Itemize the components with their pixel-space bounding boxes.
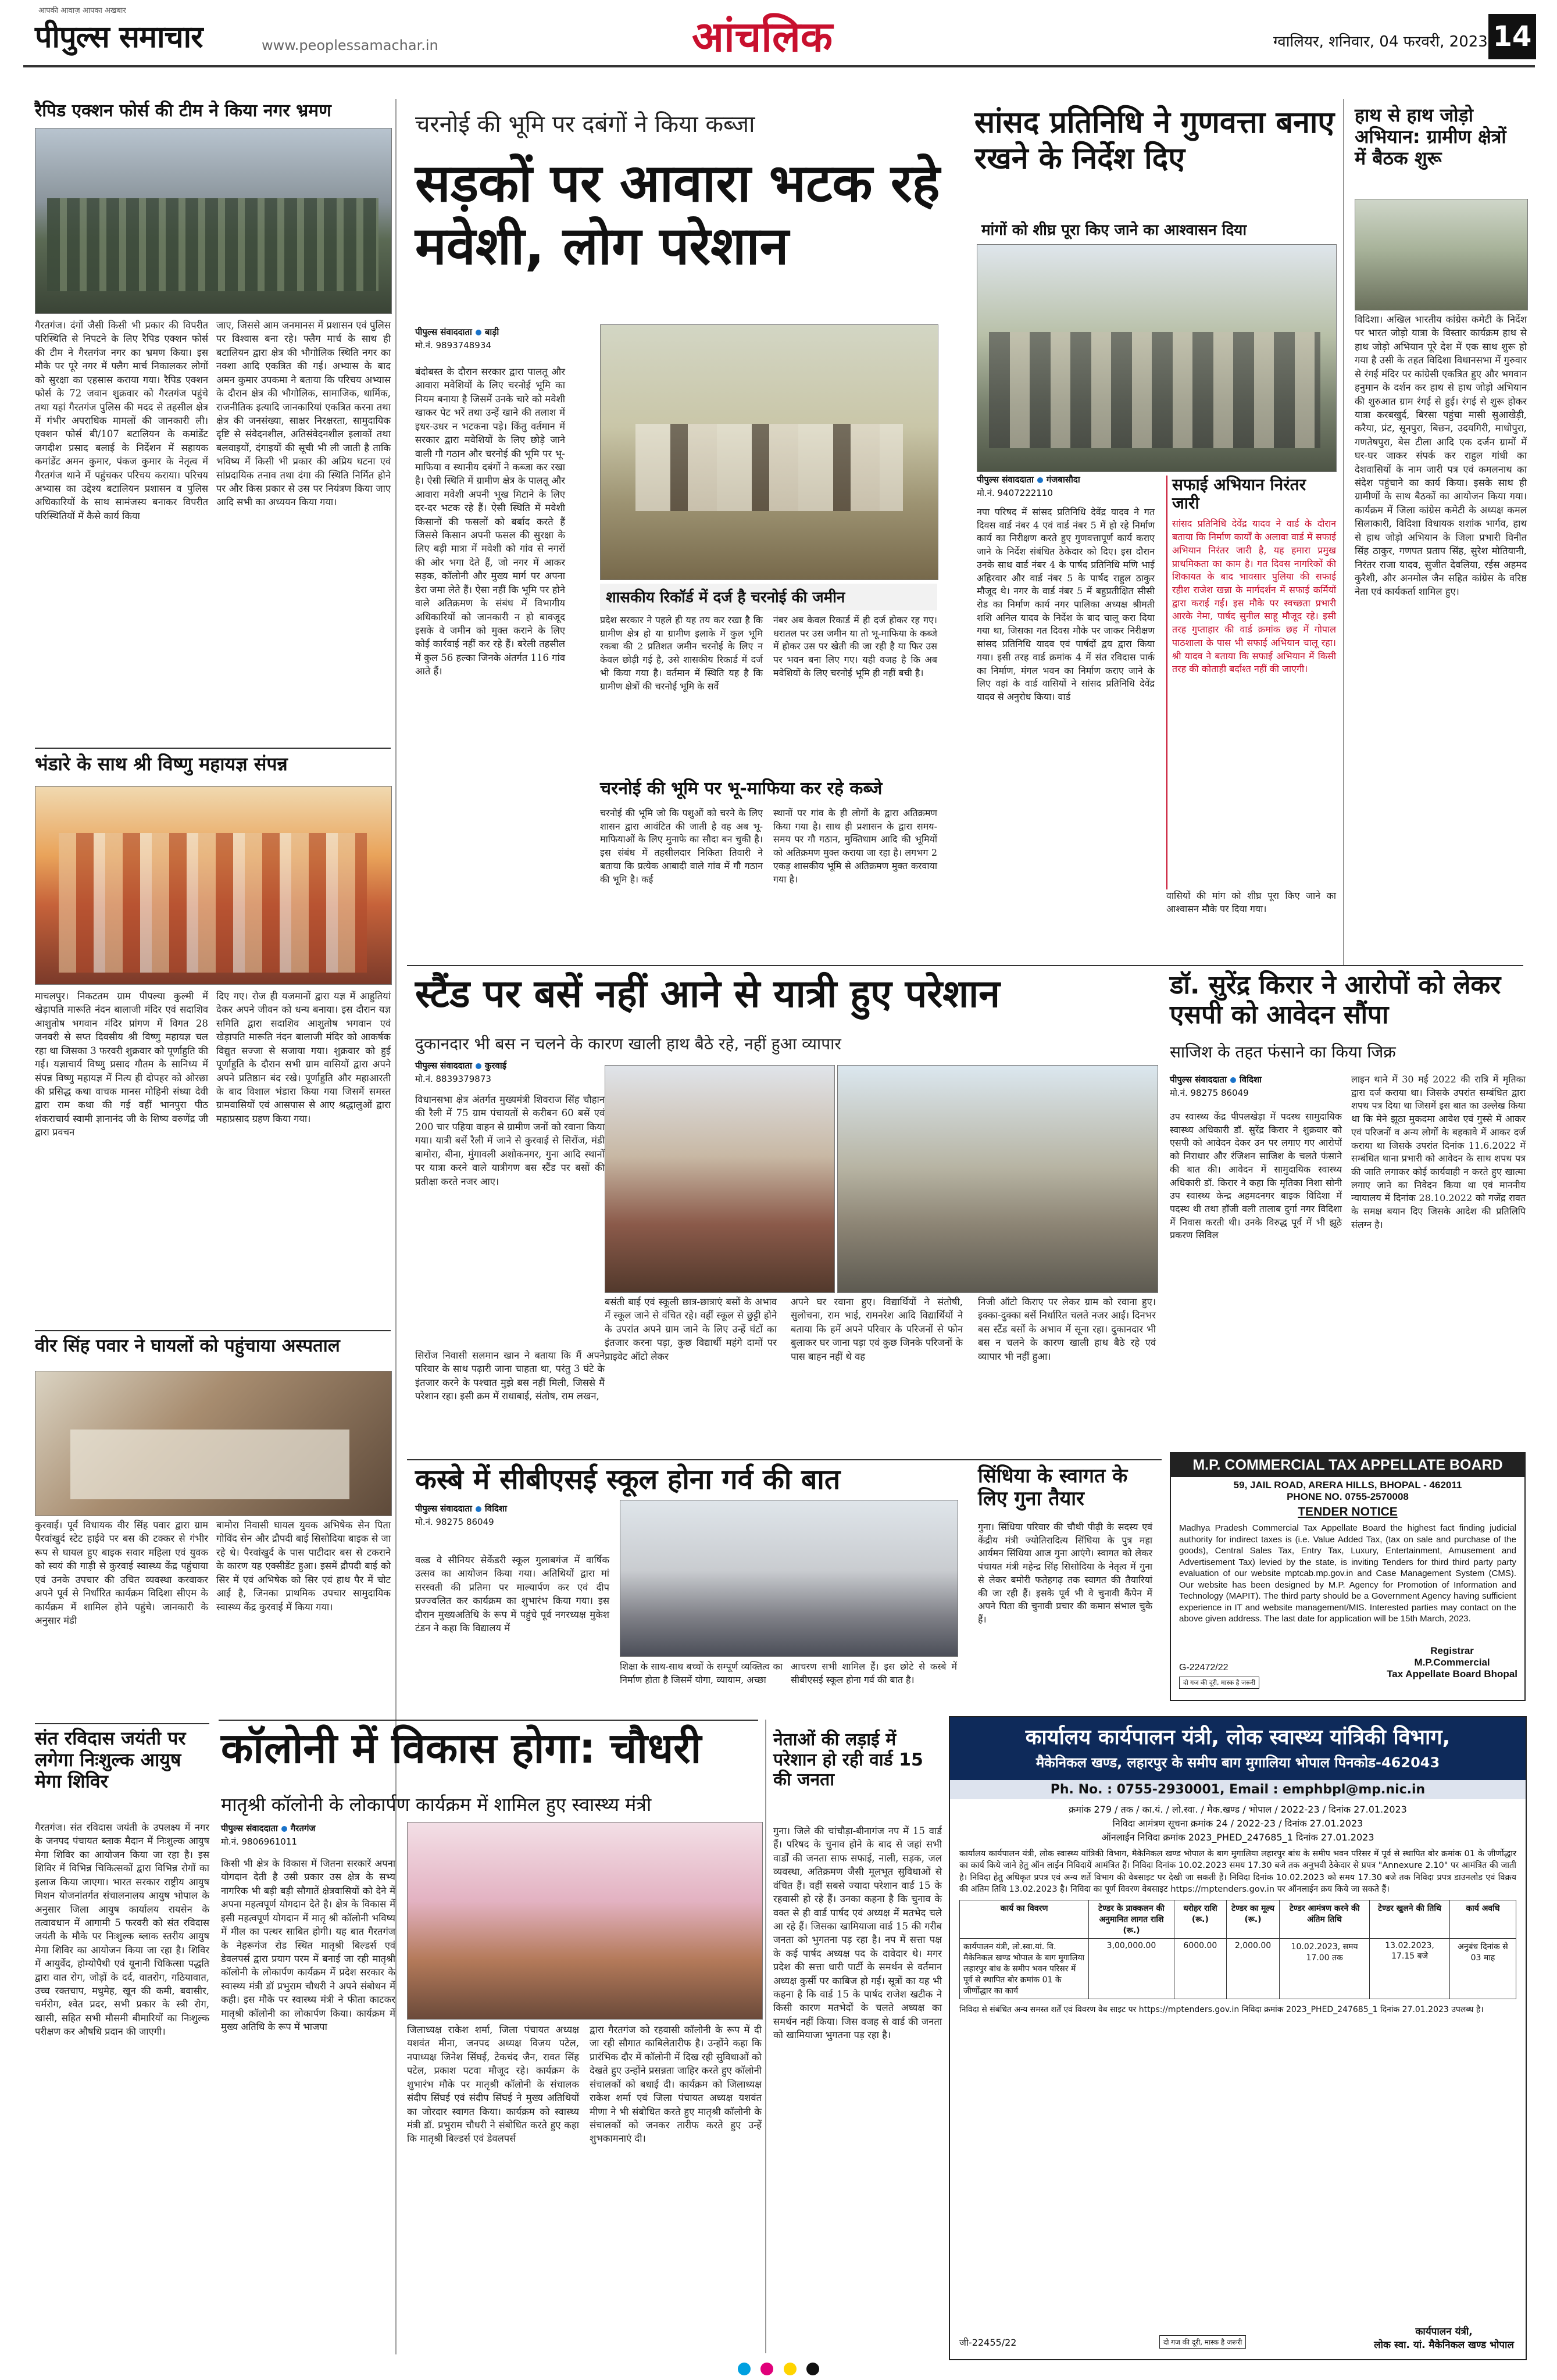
rapid-force-photo: [35, 128, 392, 314]
byline-dot-icon: [281, 1826, 287, 1832]
stand-byline: पीपुल्स संवाददाता कुरवाई मो.नं. 8839379873: [415, 1060, 507, 1084]
table-header-cell: टेण्डर का मूल्य (रू.): [1227, 1900, 1280, 1939]
sansad-byline: पीपुल्स संवाददाता गंजबासौदा मो.नं. 9407222110: [977, 474, 1080, 498]
tender-address: 59, JAIL ROAD, ARERA HILLS, BHOPAL - 462011: [1233, 1480, 1462, 1491]
cattle-body-2: प्रदेश सरकार ने पहले ही यह तय कर रखा है कि ग्रामीण क्षेत्र हो या ग्रामीण इलाके में कुल भूमि रकबा की 2 प्रतिशत जमीन चरनोई के लिए न केवल छोड़ी गई है, उसे शासकीय रिकार्ड में दर्ज भी किया गया है। वर्तमान में स्थिति यह है कि ग्रामीण क्षेत्रों की चरनोई भूमि के सर्वे: [600, 614, 763, 692]
column-divider: [395, 99, 397, 2354]
table-cell: 13.02.2023, 17.15 बजे: [1370, 1939, 1450, 1999]
ravidas-body: गैरतगंज। संत रविदास जयंती के उपलक्ष्य में नगर के जनपद पंचायत ब्लाक मैदान में निःशुल्क आयुष मेगा शिविर का आयोजन किया जा रहा है। इस शिविर में विभिन्न चिकित्सकों द्वारा विभिन्न रोगों का इलाज किया जाएगा। भारत सरकार राष्ट्रीय आयुष मिशन योजनांतर्गत संचालनालय आयुष भोपाल के अनुसार जिला आयुष कार्यालय रायसेन के तत्वावधान में आगामी 5 फरवरी को संत रविदास जयंती के मौके पर निःशुल्क ब्लाक स्तरीय आयुष मेगा शिविर का आयोजन किया जा रहा है। शिविर में आयुर्वेद, होम्योपैथी एवं यूनानी चिकित्सा पद्धति द्वारा वात रोग, जोड़ों के दर्द, वातरोग, गठियावात, उच्च रक्तचाप, मधुमेह, खून की कमी, बवासीर, चर्मरोग, श्वेत प्रदर, सभी प्रकार के स्त्री रोग, खासी, सहित सभी मौसमी बीमारियों का निःशुल्क परीक्षण कर औषधि प्रदान की जाएगी।: [35, 1822, 209, 2038]
phed-tender-ad: [949, 1716, 1527, 2360]
rapid-headline: रैपिड एक्शन फोर्स की टीम ने किया नगर भ्रमण: [35, 101, 331, 121]
cattle-body-4: चरनोई की भूमि जो कि पशुओं को चरने के लिए शासन द्वारा आवंटित की जाती है वह अब भू-माफियाओं के लिए मुनाफे का सौदा बन चुकी है। इस संबंध में तहसीलदार निकिता तिवारी ने बताया कि प्रत्येक आबादी वाले गांव में गौ गठान की भूमि है। कई: [600, 807, 763, 885]
tender-ref: G-22472/22: [1179, 1663, 1229, 1673]
cbse-byline: पीपुल्स संवाददाता विदिशा मो.नं. 98275 86049: [415, 1503, 508, 1527]
colony-byline: पीपुल्स संवाददाता गैरतगंज मो.नं. 9806961011: [221, 1823, 316, 1847]
column-divider: [765, 1720, 766, 2353]
colony-body-1: किसी भी क्षेत्र के विकास में जितना सरकारें अपना योगदान देती है उसी प्रकार उस क्षेत्र के सभ्य नागरिक भी बड़ी बड़ी सौगातें क्षेत्रवासियों को देने में अपना महत्वपूर्ण योगदान देते है। क्षेत्र के विकास में इसी महत्वपूर्ण योगदान में मातृ श्री कॉलोनी भविष्य में मील का पत्थर साबित होगी। यह बात गैरतगंज के नेहरूगंज रोड स्थित मातृश्री बिल्डर्स एवं डेवलपर्स द्वारा प्रयाग परम में बनाई जा रही मातृश्री कॉलोनी के लोकार्पण कार्यक्रम में प्रदेश सरकार के स्वास्थ्य मंत्री डॉ प्रभुराम चौधरी ने अपने संबोधन में कही। इस मौके पर स्वास्थ्य मंत्री ने फीता काटकर मातृश्री कॉलोनी का लोकार्पण किया। कार्यक्रम में मुख्य अतिथि के रूप में भाजपा: [221, 1858, 395, 2033]
colony-body-3: द्वारा गैरतगंज को रहवासी कॉलोनी के रूप में दी जा रही सौगात काबिलेतारीफ है। उन्होंने कहा कि प्रारंभिक दौर में कॉलोनी में दिख रही सुविधाओं को देखते हुए उन्होंने प्रसन्नता जाहिर करते हुए कॉलोनी संचालकों को बधाई दी। कार्यक्रम को जिलाध्यक्ष राकेश शर्मा एवं जिला पंचायत अध्यक्ष यशवंत मीणा ने भी संबोधित करते हुए मातृश्री कॉलोनी के संचालकों को जनकर तारीफ करते हुए उन्हें शुभकामनाएं दी।: [590, 2024, 762, 2145]
cattle-body-3: नंबर अब केवल रिकार्ड में ही दर्ज होकर रह गए। धरातल पर उस जमीन या तो भू-माफिया के कब्जे में होकर उस पर खेती की जा रही है या फिर उस पर भवन बना लिए गए। यही वजह है कि अब मवेशियों के लिए चरनोई भूमि ही नहीं बची है।: [773, 614, 937, 678]
safai-box-title: सफाई अभियान निरंतर जारी: [1172, 475, 1306, 513]
phed-ad-footer: निविदा से संबंधित अन्य समस्त शर्तें एवं विवरण वेब साइट पर https://mptenders.gov.in निविदा क्रमांक 2023_PHED_247685_1 दिनांक 27.01.2023 उपलब्ध है।: [959, 2005, 1484, 2015]
rapid-body-col1: गैरतगंज। दंगों जैसी किसी भी प्रकार की विपरीत परिस्थिति से निपटने के लिए रैपिड एक्शन फोर्स की टीम ने गैरतगंज नगर का भ्रमण किया। इस मौके पर पूरे नगर में फ्लैग मार्च निकालकर लोगों को सुरक्षा का एहसास कराया गया। रैपिड एक्शन फोर्स के 72 जवान शुक्रवार को गैरतगंज पहुंचे तथा यहां गैरतगंज पुलिस की मदद से तहसील क्षेत्र में गंभीर अपराधिक मामलों की जानकारी ली। एक्शन फोर्स बी/107 बटालियन के कमांडेंट जगदीश प्रसाद बलाई के निर्देशन में सहायक कमांडेंट अमन कुमार, पंकज कुमार के नेतृत्व में गैरतगंज थाने में पहुंचकर परिचय कराया। परिचय अभ्यास का उद्देश्य बटालियन प्रशासन व पुलिस अधिकारियों के साथ सामंजस्य बनाकर विपरीत परिस्थितियों में कैसे कार्य किया: [35, 320, 208, 521]
tender-notice-ad: [1170, 1452, 1526, 1701]
stand-body-4: अपने घर रवाना हुए। विद्यार्थियों ने संतोषी, सुलोचना, राम भाई, रामनरेश आदि विद्यार्थियों ने बताया कि हमें अपने परिवार के परिजनों से फोन बुलाकर घर जाना पड़ा एवं कुछ जिनके परिजनों के पास बाहन नहीं थे वह: [791, 1296, 963, 1362]
phed-ad-notice-2: ऑनलाईन निविदा क्रमांक 2023_PHED_247685_1 दिनांक 27.01.2023: [1101, 1832, 1374, 1843]
registration-mark-icon: [784, 2363, 797, 2375]
sansad-body-1: नपा परिषद में सांसद प्रतिनिधि देवेंद्र यादव ने गत दिवस वार्ड नंबर 4 एवं वार्ड नंबर 5 में हो रहे निर्माण कार्य का निरीक्षण करते हुए गुणवत्तापूर्ण कार्य कराए जाने के निर्देश संबंधित ठेकेदार को दिए। इस दौरान उनके साथ वार्ड नंबर 4 के पार्षद प्रतिनिधि मणि भाई अहिरवार और वार्ड नंबर 5 के पार्षद राहुल ठाकुर मौजूद थे। नगर के वार्ड नंबर 5 में बहुप्रतीक्षित सीसी रोड का निर्माण कार्य नगर पालिका अध्यक्ष श्रीमती शशि अनिल यादव के निर्देश के बाद चालू करा दिया गया था, जिसका गत दिवस मौके पर जाकर निरीक्षण सांसद प्रतिनिधि यादव एवं पार्षदों द्वय द्वारा किया गया। इसी तरह वार्ड क्रमांक 4 में संत रविदास पार्क का निर्माण, मंगल भवन का निर्माण कराए जाने के लिए वहां के वार्ड वासियों ने सांसद प्रतिनिधि देवेंद्र यादव से अनुरोध किया। वार्ड: [977, 506, 1155, 703]
section-rule: [35, 1330, 391, 1331]
cattle-body-5: स्थानों पर गांव के ही लोगों के द्वारा अतिक्रमण किया गया है। साथ ही प्रशासन के द्वारा समय-समय पर गौ गठान, मुक्तिधाम आदि की भूमियों को अतिक्रमण मुक्त कराया जा रहा है। लगभग 2 एकड़ शासकीय भूमि से अतिक्रमण मुक्त करवाया गया है।: [773, 807, 937, 885]
phed-ad-table-header: [960, 1900, 1516, 1939]
netaon-body: गुना। जिले की चांचौड़ा-बीनागंज नप में 15 वार्ड हैं। परिषद के चुनाव होने के बाद से जहां सभी वार्डों की जनता साफ सफाई, नाली, सड़क, जल व्यवस्था, अतिक्रमण जैसी मूलभूत सुविधाओं से वंचित हैं। वहीं सबसे ज्यादा परेशान वार्ड 15 के रहवासी हो रहे हैं। उनका कहना है कि चुनाव के वक्त से ही वार्ड पार्षद एवं अध्यक्ष में मतभेद चले आ रहे हैं। जिसका खामियाजा वार्ड 15 की गरीब जनता को भुगतना पड़ रहा है। नप में सत्ता पक्ष के कई पार्षद अध्यक्ष पद के दावेदार थे। मगर प्रदेश की सत्ता धारी पार्टी के समर्थन से वर्तमान अध्यक्ष कुर्सी पर काबिज हो गई। सूत्रों का यह भी कहना है कि वार्ड 15 के पार्षद राजेश खटीक ने किसी कारण मतभेदों के चलते अध्यक्ष का समर्थन नहीं किया। जिस वजह से वार्ड की जनता को खामियाजा भुगतना पड़ रहा है।: [773, 1825, 942, 2041]
cbse-body-1: वल्र्ड वे सीनियर सेकेंडरी स्कूल गुलाबगंज में वार्षिक उत्सव का आयोजन किया गया। अतिथियों द्वारा मां सरस्वती की प्रतिमा पर माल्यार्पण कर एवं दीप प्रज्ज्वलित कर कार्यक्रम का शुभारंभ किया गया। इस दौरान मुख्यअतिथि के रूप में पहुंचे पूर्व नगरध्यक्ष मुकेश टंडन ने कहा कि विद्यालय में: [415, 1554, 609, 1634]
phed-ad-signature: कार्यपालन यंत्री, लोक स्वा. यां. मैकेनिकल खण्ड भोपाल: [1374, 2326, 1514, 2351]
scindia-body: गुना। सिंधिया परिवार की चौथी पीढ़ी के सदस्य एवं केंद्रीय मंत्री ज्योतिरादित्य सिंधिया के पुत्र महा आर्यमन सिंधिया आज गुना आएंगे। स्वागत को लेकर पंचायत मंत्री महेन्द्र सिंह सिसोदिया के नेतृत्व में गुना से लेकर बमोरी फतेहगढ़ तक स्वागत की तैयारियां की जा रही हैं। इसके पूर्व भी वे चुनावी कैंपेन में अपने पिता की चुनावी प्रचार की कमान संभाल चुके हैं।: [978, 1521, 1152, 1625]
registration-mark-icon: [760, 2363, 773, 2375]
veer-body-col1: कुरवाई। पूर्व विधायक वीर सिंह पवार द्वारा ग्राम पैरवांखुर्द स्टेट हाईवे पर बस की टक्कर से गंभीर रूप से घायल हुए बाइक सवार महिला एवं युवक को स्वयं की गाड़ी से कुरवाई स्वास्थ्य केंद्र पहुंचाया एवं उनके उपचार की उचित व्यवस्था करवाकर अपने पूर्व से निर्धारित कार्यक्रम विदिशा सीएम के कार्यक्रम में शामिल होने पहुंचे। जानकारी के अनुसार मंडी: [35, 1520, 208, 1626]
safai-box-body: सांसद प्रतिनिधि देवेंद्र यादव ने वार्ड के दौरान बताया कि निर्माण कार्यों के अलावा वार्ड में सफाई अभियान निरंतर जारी है, यह हमारा प्रमुख प्राथमिकता का काम है। गत दिवस नागरिकों की शिकायत के बाद भावसार पुलिया की सफाई रहीश राजेश खन्ना के मार्गदर्शन में सफाई कर्मियों द्वारा कराई गई। इस मौके पर स्वच्छता प्रभारी आरके नेमा, पार्षद सुनील साहू मौजूद रहे। इसी तरह गुप्ताहार की वार्ड क्रमांक छह में गोपाल पाठशाला के पास भी सफाई अभियान चालू रहा। श्री यादव ने बताया कि सफाई अभियान में किसी तरह की कोताही बर्दाश्त नहीं की जाएगी।: [1172, 518, 1336, 675]
section-rule: [35, 748, 391, 749]
cattle-body-1: बंदोबस्त के दौरान सरकार द्वारा पालतू और आवारा मवेशियों के लिए चरनोई भूमि का नियम बनाया है जिसमें उनके चारे को मवेशी खाकर पेट भरें तथा उन्हें खाने की तलाश में इधर-उधर न भटकना पड़े। किंतु वर्तमान में सरकार द्वारा मवेशियों के लिए छोड़े जाने वाली गौ गठान और चरनोई की भूमि पर भू-माफिया व स्थानीय दबंगों ने कब्जा कर रखा है। ऐसी स्थिति में ग्रामीण क्षेत्र के पालतू और आवारा मवेशी अपनी भूख मिटाने के लिए दर-दर भटक रहे हैं। ऐसी स्थिति में मवेशी किसानों की फसलों को बर्बाद करते हैं जिससे किसान अपनी फसल की सुरक्षा के लिए बड़ी मात्रा में मवेशी को गांव से नगरों की ओर भगा देते हैं, जो नगर में आकर सड़क, कॉलोनी और मुख्य मार्ग पर अपना डेरा जमा लेते हैं। ऐसा नहीं कि भूमि पर होने वाले अतिक्रमण के संबंध में विभागीय अधिकारियों को जानकारी न हो बावजूद इसके वे जमीन को मुक्त कराने के लिए कोई कार्रवाई नहीं कर रहे हैं। बरेली तहसील में कुल 56 हल्का जिनके अंतर्गत 116 गांव आते हैं।: [415, 366, 565, 677]
byline-dot-icon: [1230, 1077, 1236, 1083]
phed-ad-contact[interactable]: Ph. No. : 0755-2930001, Email : emphbpl@mp.nic.in: [950, 1780, 1526, 1799]
haath-body: विदिशा। अखिल भारतीय कांग्रेस कमेटी के निर्देश पर भारत जोड़ो यात्रा के विस्तार कार्यक्रम हाथ से हाथ जोड़ो अभियान पूरे देश में एक साथ शुरू हो गया है उसी के तहत विदिशा विधानसभा में गुरुवार से रंगई मंदिर पर कांग्रेसी एकत्रित हुए और भगवान हनुमान के दर्शन कर हाथ से हाथ जोड़ो अभियान की शुरुआत ग्राम रंगई से हुई। रंगई से शुरू होकर यात्रा करबखुर्द, बिरसा पहुंचा मासी सुआखेड़ी, करैया, प्रंट, सूनपुरा, बिछन, उदयगिरी, माधोपुरा, गणतेषपुरा, बेस टीला आदि एक दर्जन ग्रामों में घर-घर जाकर संपर्क कर राहुल गांधी का देशवासियों के नाम जारी पत्र एवं कमलनाथ का संदेश पहुंचाने का कार्य किया। इसके साथ ही ग्रामीणों के साथ बैठकों का आयोजन किया गया। कार्यक्रम में जिला कांग्रेस कमेटी के अध्यक्ष कमल सिलाकारी, विदिशा विधायक शशांक भार्गव, हाथ से हाथ जोड़ो अभियान के जिला प्रभारी विनीत सिंह ठाकुर, गणपत प्रताप सिंह, सुरेश मोतियानी, निरंतर राजा यादव, सुजीत देवलिया, रईस अहमद कुरैशी, और अनमोल जैन सहित कांग्रेस के वरिष्ठ नेता एवं कार्यकर्ता शामिल हुए।: [1355, 314, 1527, 598]
logo-tagline: आपकी आवाज़ आपका अखबार: [38, 6, 126, 15]
tender-signature: Registrar M.P.Commercial Tax Appellate Board Bhopal: [1387, 1645, 1517, 1679]
sansad-subhead: मांगों को शीघ्र पूरा किए जाने का आश्वासन दिया: [981, 221, 1247, 239]
print-registration-marks: [0, 2363, 1557, 2380]
phed-ad-notice-1: निविदा आमंत्रण सूचना क्रमांक 24 / 2022-23 / दिनांक 27.01.2023: [1112, 1818, 1363, 1829]
kirar-body-2: लाइन थाने में 30 मई 2022 की रात्रि में मृतिका द्वारा दर्ज कराया था। जिसके उपरांत सम्बंधित द्वारा शपथ पत्र दिया था जिसमें इस बात का उल्लेख किया था कि मेने झूठा मुकदमा आवेश एवं गुस्से में आकर एवं परिजनों व अन्य लोगों के बहकावे में आकर दर्ज कराया था जिसके उपरांत दिनांक 11.6.2022 में सम्बंधित थाना प्रभारी को आवेदन के साथ शपथ पत्र की जाति लगाकर कोई कार्यवाही न करते हुए खात्मा लगाए जाने का निवेदन किया था एवं माननीय न्यायालय में दिनांक 28.10.2022 को गजेंद्र रावत के समक्ष बयान दिए जिसके आदेश की प्रतिलिपि संलग्न है।: [1351, 1074, 1526, 1230]
section-rule: [219, 1720, 758, 1721]
cattle-byline: पीपुल्स संवाददाता बाड़ी मो.नं. 9893748934: [415, 327, 499, 351]
scindia-headline: सिंधिया के स्वागत के लिए गुना तैयार: [978, 1464, 1128, 1511]
kirar-subhead: साजिश के तहत फंसाने का किया जिक्र: [1170, 1042, 1396, 1062]
section-title: आंचलिक: [692, 12, 833, 61]
colony-body-2: जिलाध्यक्ष राकेश शर्मा, जिला पंचायत अध्यक्ष यशवंत मीना, जनपद अध्यक्ष विजय पटेल, नपाध्यक्ष जिनेश सिंघई, टेकचंद जैन, रावत सिंह पटेल, प्रकाश पटवा मौजूद रहे। कार्यक्रम के शुभारंभ मौके पर मातृश्री कॉलोनी के संचालक संदीप सिंघई एवं संदीप सिंघई ने मुख्य अतिथियों का जोरदार स्वागत किया। कार्यक्रम को स्वास्थ्य मंत्री डॉ. प्रभुराम चौधरी ने संबोधित करते हुए कहा कि मातृश्री बिल्डर्स एवं डेवलपर्स: [407, 2024, 579, 2145]
stand-headline: स्टैंड पर बसें नहीं आने से यात्री हुए परेशान: [415, 971, 1000, 1016]
colony-headline: कॉलोनी में विकास होगा: चौधरी: [221, 1724, 702, 1773]
haath-headline: हाथ से हाथ जोड़ो अभियान: ग्रामीण क्षेत्रों में बैठक शुरू: [1355, 104, 1506, 169]
kirar-body-1: उप स्वास्थ्य केंद्र पीपलखेड़ा में पदस्थ सामुदायिक स्वास्थ्य अधिकारी डॉ. सुरेंद्र किरार ने शुक्रवार को एसपी को आवेदन देकर उन पर लगाए गए आरोपों को निराधार और रंजिशन साजिश के चलते फंसाने की बात की। आवेदन में सामुदायिक स्वास्थ्य अधिकारी डॉ. किरार ने कहा कि मृतिका निशा सोनी उप स्वास्थ्य केन्द्र अहमदनगर बाइक विदिशा में पदस्थ थी तथा हॉजी वली तालाब दुर्गा नगर विदिशा में निवास करती थी। उनके विरुद्ध पूर्व में भी झूठे प्रकरण सिविल: [1170, 1111, 1342, 1241]
table-header-cell: टेण्डर खुलने की तिथि: [1370, 1900, 1450, 1939]
byline-dot-icon: [476, 1506, 481, 1512]
colony-subhead: मातृश्री कॉलोनी के लोकार्पण कार्यक्रम में शामिल हुए स्वास्थ्य मंत्री: [221, 1793, 652, 1816]
bhandara-headline: भंडारे के साथ श्री विष्णु महायज्ञ संपन्न: [35, 753, 288, 775]
date-line: ग्वालियर, शनिवार, 04 फरवरी, 2023: [1273, 33, 1488, 51]
cattle-headline: सड़कों पर आवारा भटक रहे मवेशी, लोग परेशान: [415, 153, 940, 277]
stand-body-3: बसंती बाई एवं स्कूली छात्र-छात्राएं बसों के अभाव में स्कूल जाने से वंचित रहे। वहीं स्कूल से छुट्टी होने के उपरांत अपने ग्राम जाने के लिए उन्हें घंटों का इंतजार करना पड़ा, कुछ विद्यार्थी महंगे दामों पर प्राइवेट ऑटो लेकर: [605, 1296, 777, 1362]
table-cell: 3,00,000.00: [1089, 1939, 1174, 1999]
kirar-byline: पीपुल्स संवाददाता विदिशा मो.नं. 98275 86049: [1170, 1074, 1262, 1098]
phed-ad-ref-line: क्रमांक 279 / तक / का.यं. / लो.स्वा. / मैक.खण्ड / भोपाल / 2022-23 / दिनांक 27.01.2023: [1069, 1804, 1407, 1815]
cbse-headline: कस्बे में सीबीएसई स्कूल होना गर्व की बात: [415, 1463, 841, 1496]
colony-photo: [407, 1822, 763, 2020]
section-rule: [407, 1459, 1162, 1460]
section-rule: [35, 1723, 209, 1724]
tender-phone: PHONE NO. 0755-2570008: [1287, 1491, 1409, 1502]
byline-dot-icon: [1037, 477, 1043, 483]
table-cell: अनुबंध दिनांक से 03 माह: [1449, 1939, 1516, 1999]
bhandara-body-col1: माचलपुर। निकटतम ग्राम पीपल्या कुल्मी में खेड़ापति मारूति नंदन बालाजी मंदिर एवं सदाशिव आशुतोष भगवान मंदिर प्रांगण में विगत 28 जनवरी से सप्त दिवसीय श्री विष्णु महायज्ञ चल रहा था जिसका 3 फरवरी शुक्रवार को पूर्णाहुति की गई। यज्ञाचार्य विष्णु प्रसाद गौतम के सानिध्य में संपन्न विष्णु महायज्ञ में नित्य ही दोपहर को ओरछा की प्रसिद्ध कथा वाचक मानस मोहिनी संध्या देवी द्वारा राम कथा की गई वहीं भानपुरा पीठ शंकराचार्य स्वामी ज्ञानानंद जी के शिष्य वरुणेंद्र जी द्वारा प्रवचन: [35, 991, 208, 1138]
cattle-photo-caption: शासकीय रिकॉर्ड में दर्ज है चरनोई की जमीन: [600, 584, 937, 610]
table-header-cell: धरोहर राशि (रू.): [1174, 1900, 1226, 1939]
section-rule: [407, 965, 1523, 966]
sansad-photo: [977, 244, 1337, 472]
bus-stand-photo-1: [605, 1065, 835, 1293]
bhandara-photo: [35, 786, 392, 985]
column-divider: [1343, 99, 1344, 965]
masthead-rule: [23, 65, 1535, 67]
table-header-cell: टेण्डर आमंत्रण करने की अंतिम तिथि: [1279, 1900, 1369, 1939]
stand-body-2: सिरोंज निवासी सलमान खान ने बताया कि मैं अपने परिवार के साथ पढ़ारी जाना चाहता था, परंतु 3 घंटे के इंतजार करने के पश्चात मुझे बस नहीं मिली, जिससे मैं परेशान रहा। इसी क्रम में राधाबाई, संतोष, राम लखन,: [415, 1350, 605, 1402]
veer-headline: वीर सिंह पवार ने घायलों को पहुंचाया अस्पताल: [35, 1335, 340, 1356]
bhandara-body-col2: दिए गए। रोज ही यजमानों द्वारा यज्ञ में आहुतियां देकर अपने जीवन को धन्य बनाया। इस दौरान यज्ञ समिति द्वारा सदाशिव आशुतोष भगवान एवं खेड़ापति मारूति नंदन बालाजी मंदिर को आकर्षक विद्युत सज्जा से सजाया गया। शुक्रवार को हुई पूर्णाहुति के दौरान सभी ग्राम वासियों द्वारा अपने अपने प्रतिष्ठान बंद रखे। पूर्णाहुति और महाआरती के बाद विशाल भंडारा किया गया जिसमें समस्त ग्रामवासियों एवं आसपास से आए श्रद्धालुओं द्वारा महाप्रसाद ग्रहण किया गया।: [216, 991, 391, 1124]
table-cell: 10.02.2023, समय 17.00 तक: [1279, 1939, 1369, 1999]
table-header-cell: कार्य अवधि: [1449, 1900, 1516, 1939]
page-number: 14: [1488, 14, 1536, 59]
table-cell: 6000.00: [1174, 1939, 1226, 1999]
haath-photo: [1355, 199, 1528, 310]
stand-body-1: विधानसभा क्षेत्र अंतर्गत मुख्यमंत्री शिवराज सिंह चौहान की रैली में 75 ग्राम पंचायतों से करीबन 60 बसें एवं 200 चार पहिया वाहन से ग्रामीण जनों को रवाना किया गया। यात्री बसें रैली में जाने से कुरवाई से सिरोंज, मंडी बामोरा, बीना, मुंगावली अशोकनगर, गुना आदि स्थानों पर यात्रा करने वाले यात्रीगण बस स्टैंड पर बसों की प्रतीक्षा करते नजर आए।: [415, 1094, 605, 1187]
phed-ad-title-2: मैकेनिकल खण्ड, लहारपुर के समीप बाग मुगालिया भोपाल पिनकोड-462043: [1035, 1754, 1440, 1771]
newspaper-logo: पीपुल्स समाचार: [35, 20, 203, 55]
table-cell: कार्यपालन यंत्री, लो.स्वा.यां. वि. मैकेनिकल खण्ड भोपाल के बाग मुगालिया लहारपुर बांध के समीप भवन परिसर में पूर्व से स्थापित बोर क्रमांक 01 के जीर्णोद्धार का कार्य: [960, 1939, 1089, 1999]
table-cell: 2,000.00: [1227, 1939, 1280, 1999]
phed-ad-ref: जी-22455/22: [959, 2337, 1017, 2348]
cattle-kicker: चरनोई की भूमि पर दबंगों ने किया कब्जा: [415, 111, 755, 138]
phed-ad-body: कार्यालय कार्यपालन यंत्री, लोक स्वास्थ्य यांत्रिकी विभाग, मैकेनिकल खण्ड भोपाल के बाग मुगालिया लहारपुर बांध के समीप भवन परिसर में पूर्व से स्थापित बोर क्रमांक 01 के जीर्णोद्धार का कार्य किये जाने हेतु ऑन लाईन निविदायें आमंत्रित हैं। निविदा दिनांक 10.02.2023 समय 17.30 बजे तक अनुभवी ठेकेदार से प्रपत्र "Annexure 2.10" पर आमंत्रित की जाती है। निविदा हेतु अधिकृत प्रपत्र एवं अन्य शर्तें विभाग की वेबसाइट पर देखी जा सकती हैं। निविदा दिनांक 10.02.2023 को समय 17.30 बजे तक निविदा प्रपत्र डाउनलोड एवं विक्रय की अंतिम तिथि 13.02.2023 है। निविदा का पूर्ण विवरण वेबसाइट https://mptenders.gov.in पर ऑनलाईन क्रय किये जा सकते हैं।: [959, 1849, 1516, 1894]
phed-ad-title-1: कार्यालय कार्यपालन यंत्री, लोक स्वास्थ्य यांत्रिकी विभाग,: [1025, 1725, 1451, 1749]
veer-body-col2: बामोरा निवासी घायल युवक अभिषेक सेन पिता गोविंद सेन और द्रौपदी बाई सिसोदिया बाइक से जा रहे थे। पैरवांखुर्द के पास पाटीदार बस से टकराने के कारण यह एक्सीडेंट हुआ। इसमें द्रौपदी बाई को सिर में एवं अभिषेक को सिर एवं हाथ पैर में चोट आई है, जिनका प्राथमिक उपचार सामुदायिक स्वास्थ्य केंद्र कुरवाई में किया गया।: [216, 1520, 391, 1613]
cbse-body-2: शिक्षा के साथ-साथ बच्चों के सम्पूर्ण व्यक्तित्व का निर्माण होता है जिसमें योगा, व्यायाम, अच्छा: [620, 1661, 783, 1685]
table-row: [960, 1939, 1516, 1999]
registration-mark-icon: [738, 2363, 751, 2375]
cbse-body-3: आचरण सभी शामिल हैं। इस छोटे से कस्बे में सीबीएसई स्कूल होना गर्व की बात है।: [791, 1661, 957, 1685]
tender-board-title: M.P. COMMERCIAL TAX APPELLATE BOARD: [1171, 1453, 1524, 1477]
sansad-headline: सांसद प्रतिनिधि ने गुणवत्ता बनाए रखने के निर्देश दिए: [974, 105, 1335, 177]
phed-ad-stamp: दो गज की दूरी, मास्क है जरूरी: [1159, 2335, 1246, 2349]
masthead: [0, 0, 1557, 69]
safai-box: [1166, 476, 1336, 889]
kirar-headline: डॉ. सुरेंद्र किरार ने आरोपों को लेकर एसपी को आवेदन सौंपा: [1170, 970, 1501, 1030]
rapid-body-col2: जाए, जिससे आम जनमानस में प्रशासन एवं पुलिस पर विश्वास बना रहे। फ्लैग मार्च के साथ ही बटालियन द्वारा क्षेत्र की भौगोलिक स्थिति नगर का नक्शा आदि एकत्रित की गई। अभ्यास के बाद अमन कुमार उपकमा ने बताया कि परिचय अभ्यास के दौरान क्षेत्र की भौगोलिक, सामाजिक, धार्मिक, राजनीतिक इत्यादि जानकारियां एकत्रित करना तथा क्षेत्र की जनसंख्या, साक्षर निरक्षरता, सामुदायिक दृष्टि से संवेदनशील, अतिसंवेदनशील इलाकों तथा बलवाइयों, दंगाइयों की सूची भी ली जाती है ताकि भविष्य में किसी भी प्रकार की अप्रिय घटना एवं सांप्रदायिक तनाव तथा दंगा की स्थिति निर्मित होने पर और किस प्रकार से उस पर नियंत्रण किया जाए आदि सभी का अध्ययन किया गया।: [216, 320, 391, 508]
phed-ad-header: [950, 1717, 1526, 1780]
phed-ad-table: [959, 1900, 1516, 1999]
hospital-photo: [35, 1371, 392, 1516]
stand-subhead: दुकानदार भी बस न चलने के कारण खाली हाथ बैठे रहे, नहीं हुआ व्यापार: [415, 1034, 841, 1053]
byline-dot-icon: [476, 1063, 481, 1069]
byline-dot-icon: [476, 330, 481, 335]
registration-mark-icon: [806, 2363, 819, 2375]
stand-body-5: निजी ऑटो किराए पर लेकर ग्राम को रवाना हुए। इक्का-दुक्का बसें निर्धारित चलते नजर आई। दिनभर बस स्टैंड बसों के अभाव में सूना रहा। दुकानदार भी बस न चलने के कारण खाली हाथ बैठे रहे एवं व्यापार भी नहीं हुआ।: [978, 1296, 1156, 1362]
tender-body: Madhya Pradesh Commercial Tax Appellate Board the highest fact finding judicial authority for indirect taxes is (i.e. Value Added Tax, (tax on sale and purchase of the goods), Central Sales Tax, Entry Tax, Luxury, Entertainment, Amusement and Advertisement Tax) levied by the state, is inviting Tenders for third third party party evaluation of our website mptcab.mp.gov.in and Case Management System (CMS). Our website has been designed by M.P. Agency for Promotion of Information and Technology (MAPIT). The third party should be a Government Agency having sufficient experience in IT and website management/MIS. Interested parties may contact on the above given address. The last date for application will be 15th March, 2023.: [1179, 1523, 1516, 1624]
sansad-body-2: वासियों की मांग को शीघ्र पूरा किए जाने का आश्वासन मौके पर दिया गया।: [1166, 890, 1336, 914]
netaon-headline: नेताओं की लड़ाई में परेशान हो रही वार्ड 15 की जनता: [773, 1729, 923, 1790]
cbse-photo: [620, 1500, 958, 1657]
cattle-photo: [600, 324, 938, 580]
table-header-cell: कार्य का विवरण: [960, 1900, 1089, 1939]
tender-stamp: दो गज की दूरी, मास्क है जरूरी: [1179, 1677, 1259, 1689]
table-header-cell: टेण्डर के प्राक्कलन की अनुमानित लागत राशि (रू.): [1089, 1900, 1174, 1939]
ravidas-headline: संत रविदास जयंती पर लगेगा निःशुल्क आयुष मेगा शिविर: [35, 1727, 186, 1792]
website-url[interactable]: www.peoplessamachar.in: [262, 37, 438, 53]
tender-notice-title: TENDER NOTICE: [1298, 1505, 1398, 1518]
cattle-subhead-2: चरनोई की भूमि पर भू-माफिया कर रहे कब्जे: [600, 778, 883, 799]
bus-stand-photo-2: [837, 1065, 1158, 1293]
